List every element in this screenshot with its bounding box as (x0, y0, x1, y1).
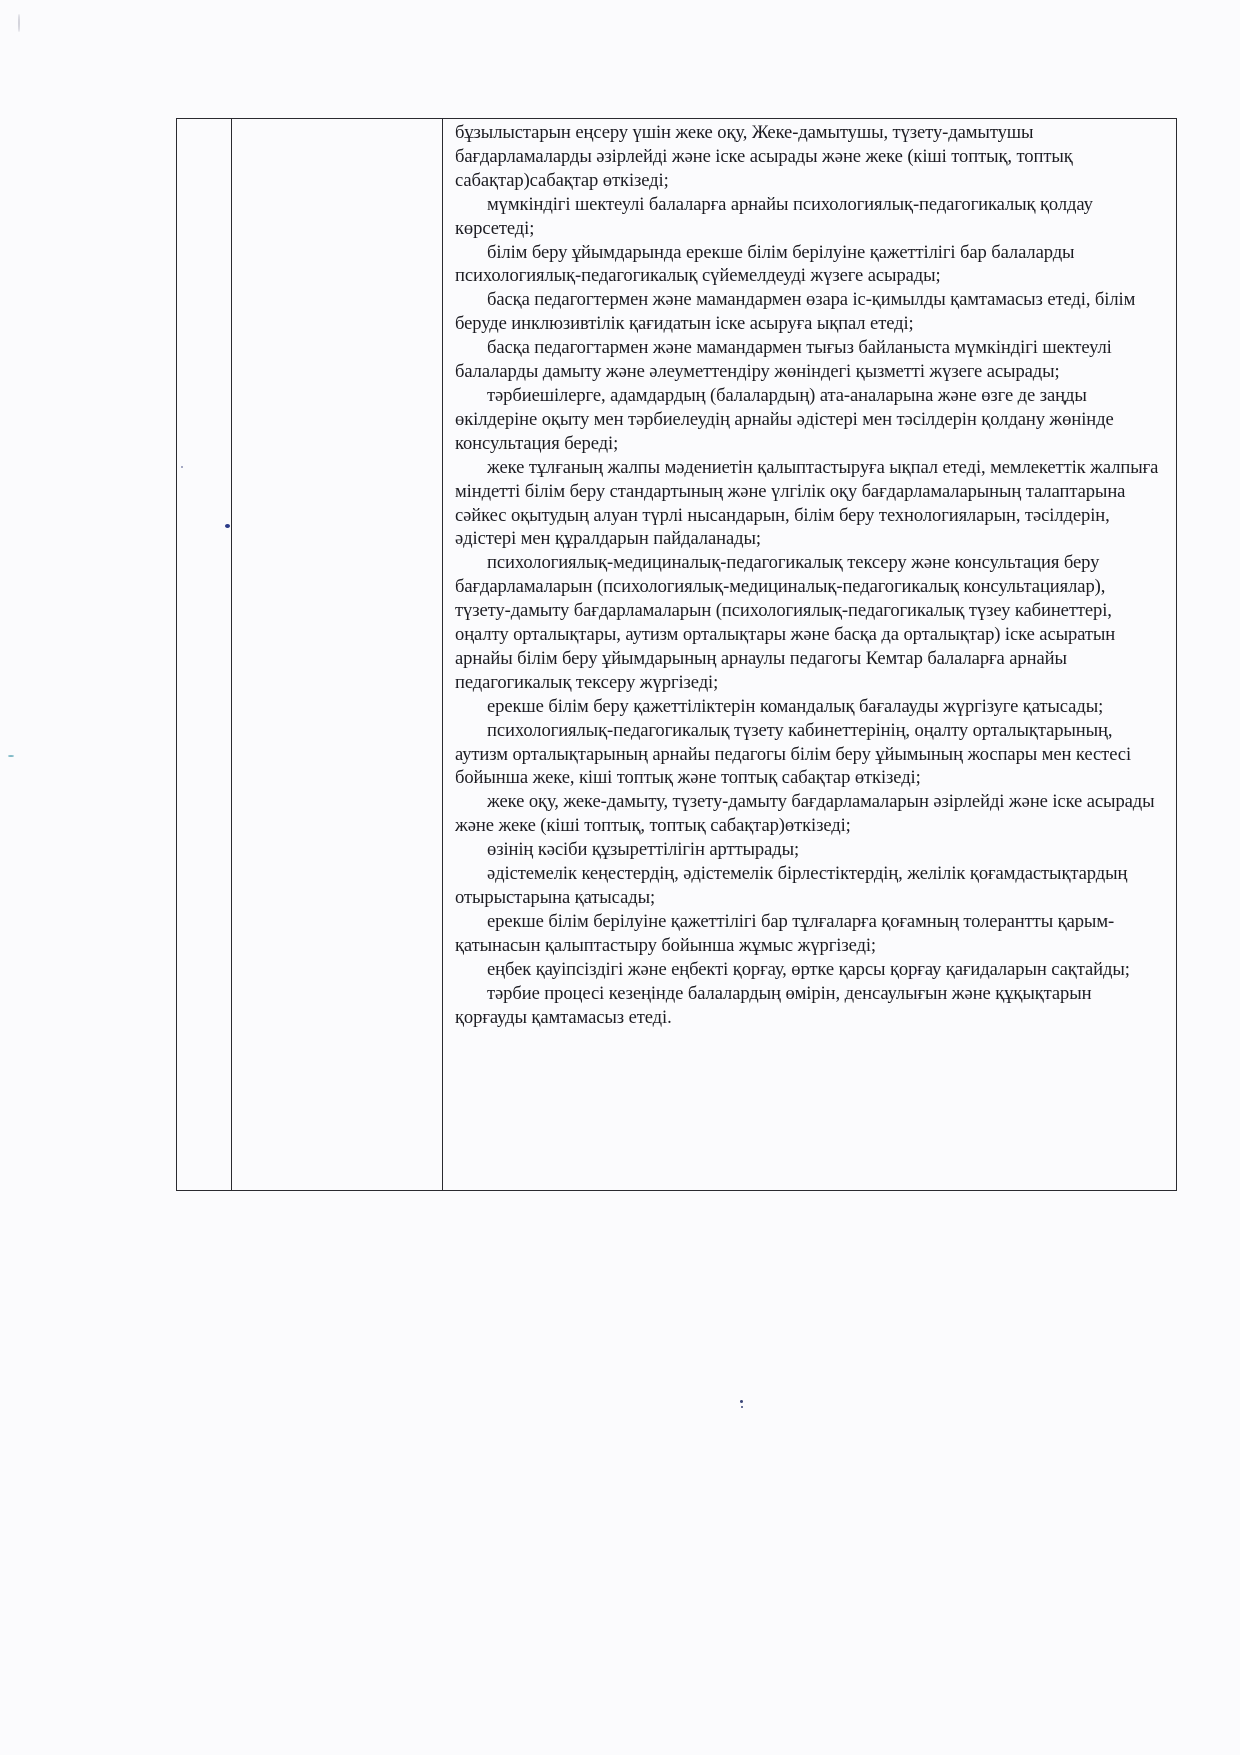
duty-item: басқа педагогтермен және мамандармен өзара іс-қимылды қамтамасыз етеді, білім беруде инклюзивтілік қағидатын іске асыруға ықпал етеді; (455, 289, 1136, 335)
table-column-position (232, 119, 443, 1190)
duty-item: білім беру ұйымдарында ерекше білім берілуіне қажеттілігі бар балаларды психологиялық-педагогикалық сүйемелдеуді жүзеге асырады; (455, 241, 1075, 287)
duties-table (176, 118, 1177, 1191)
duty-item: өзінің кәсіби құзыреттілігін арттырады; (487, 839, 800, 861)
duty-item: еңбек қауіпсіздігі және еңбекті қорғау, өртке қарсы қорғау қағидаларын сақтайды; (487, 958, 1130, 980)
duty-item: жеке оқу, жеке-дамыту, түзету-дамыту бағдарламаларын әзірлейді және іске асырады және жеке (кіші топтық, топтық сабақтар)өткізеді; (455, 791, 1155, 837)
table-column-number (177, 119, 232, 1190)
duty-item: тәрбиешілерге, адамдардың (балалардың) ата-аналарына және өзге де заңды өкілдеріне оқыту мен тәрбиелеудің арнайы әдістері мен тәсілдерін қолдану жөнінде консультация береді; (455, 384, 1114, 454)
scan-speck (8, 755, 14, 757)
scan-speck (181, 466, 183, 468)
scan-speck (18, 14, 20, 32)
duty-item: психологиялық-педагогикалық түзету кабинеттерінің, оңалту орталықтарының, аутизм орталықтарының арнайы педагогы білім беру ұйымының жоспары мен кестесі бойынша жеке, кіші топтық және топтық сабақтар өткізеді; (455, 719, 1132, 789)
scan-speck (740, 1400, 743, 1403)
duty-item: басқа педагогтармен және мамандармен тығыз байланыста мүмкіндігі шектеулі балаларды дамыту және әлеуметтендіру жөніндегі қызметті жүзеге асырады; (455, 337, 1112, 383)
duty-item: бұзылыстарын еңсеру үшін жеке оқу, Жеке-дамытушы, түзету-дамытушы бағдарламаларды әзірлейді және іске асырады және жеке (кіші топтық, топтық сабақтар)сабақтар өткізеді; (455, 122, 1073, 191)
duty-item: тәрбие процесі кезеңінде балалардың өмірін, денсаулығын және құқықтарын қорғауды қамтамасыз етеді. (455, 982, 1092, 1028)
scan-speck (741, 1406, 743, 1408)
duty-item: ерекше білім берілуіне қажеттілігі бар тұлғаларға қоғамның толерантты қарым-қатынасын қалыптастыру бойынша жұмыс жүргізеді; (455, 910, 1115, 956)
duty-item: психологиялық-медициналық-педагогикалық тексеру және консультация беру бағдарламаларын (психологиялық-медициналық-педагогикалық консультациялар), түзету-дамыту бағдарламаларын (психологиялық-педагогикалық түзеу кабинеттері, оңалту орталықтары, аутизм орталықтары және басқа да орталықтар) іске асыратын арнайы білім беру ұйымдарының арнаулы педагогы Кемтар балаларға арнайы педагогикалық тексеру жүргізеді; (455, 552, 1116, 693)
duties-list (455, 121, 1164, 1029)
duty-item: әдістемелік кеңестердің, әдістемелік бірлестіктердің, желілік қоғамдастықтардың отырыстарына қатысады; (455, 863, 1128, 908)
duty-item: жеке тұлғаның жалпы мәдениетін қалыптастыруға ықпал етеді, мемлекеттік жалпыға міндетті білім беру стандартының және үлгілік оқу бағдарламаларының талаптарына сәйкес оқытудың алуан түрлі нысандарын, білім беру технологияларын, тәсілдерін, әдістері мен құралдарын пайдаланады; (455, 456, 1159, 550)
duty-item: ерекше білім беру қажеттіліктерін командалық бағалауды жүргізуге қатысады; (487, 695, 1104, 717)
duty-item: мүмкіндігі шектеулі балаларға арнайы психологиялық-педагогикалық қолдау көрсетеді; (455, 193, 1093, 239)
table-column-duties (443, 119, 1176, 1190)
scan-speck (225, 524, 230, 528)
